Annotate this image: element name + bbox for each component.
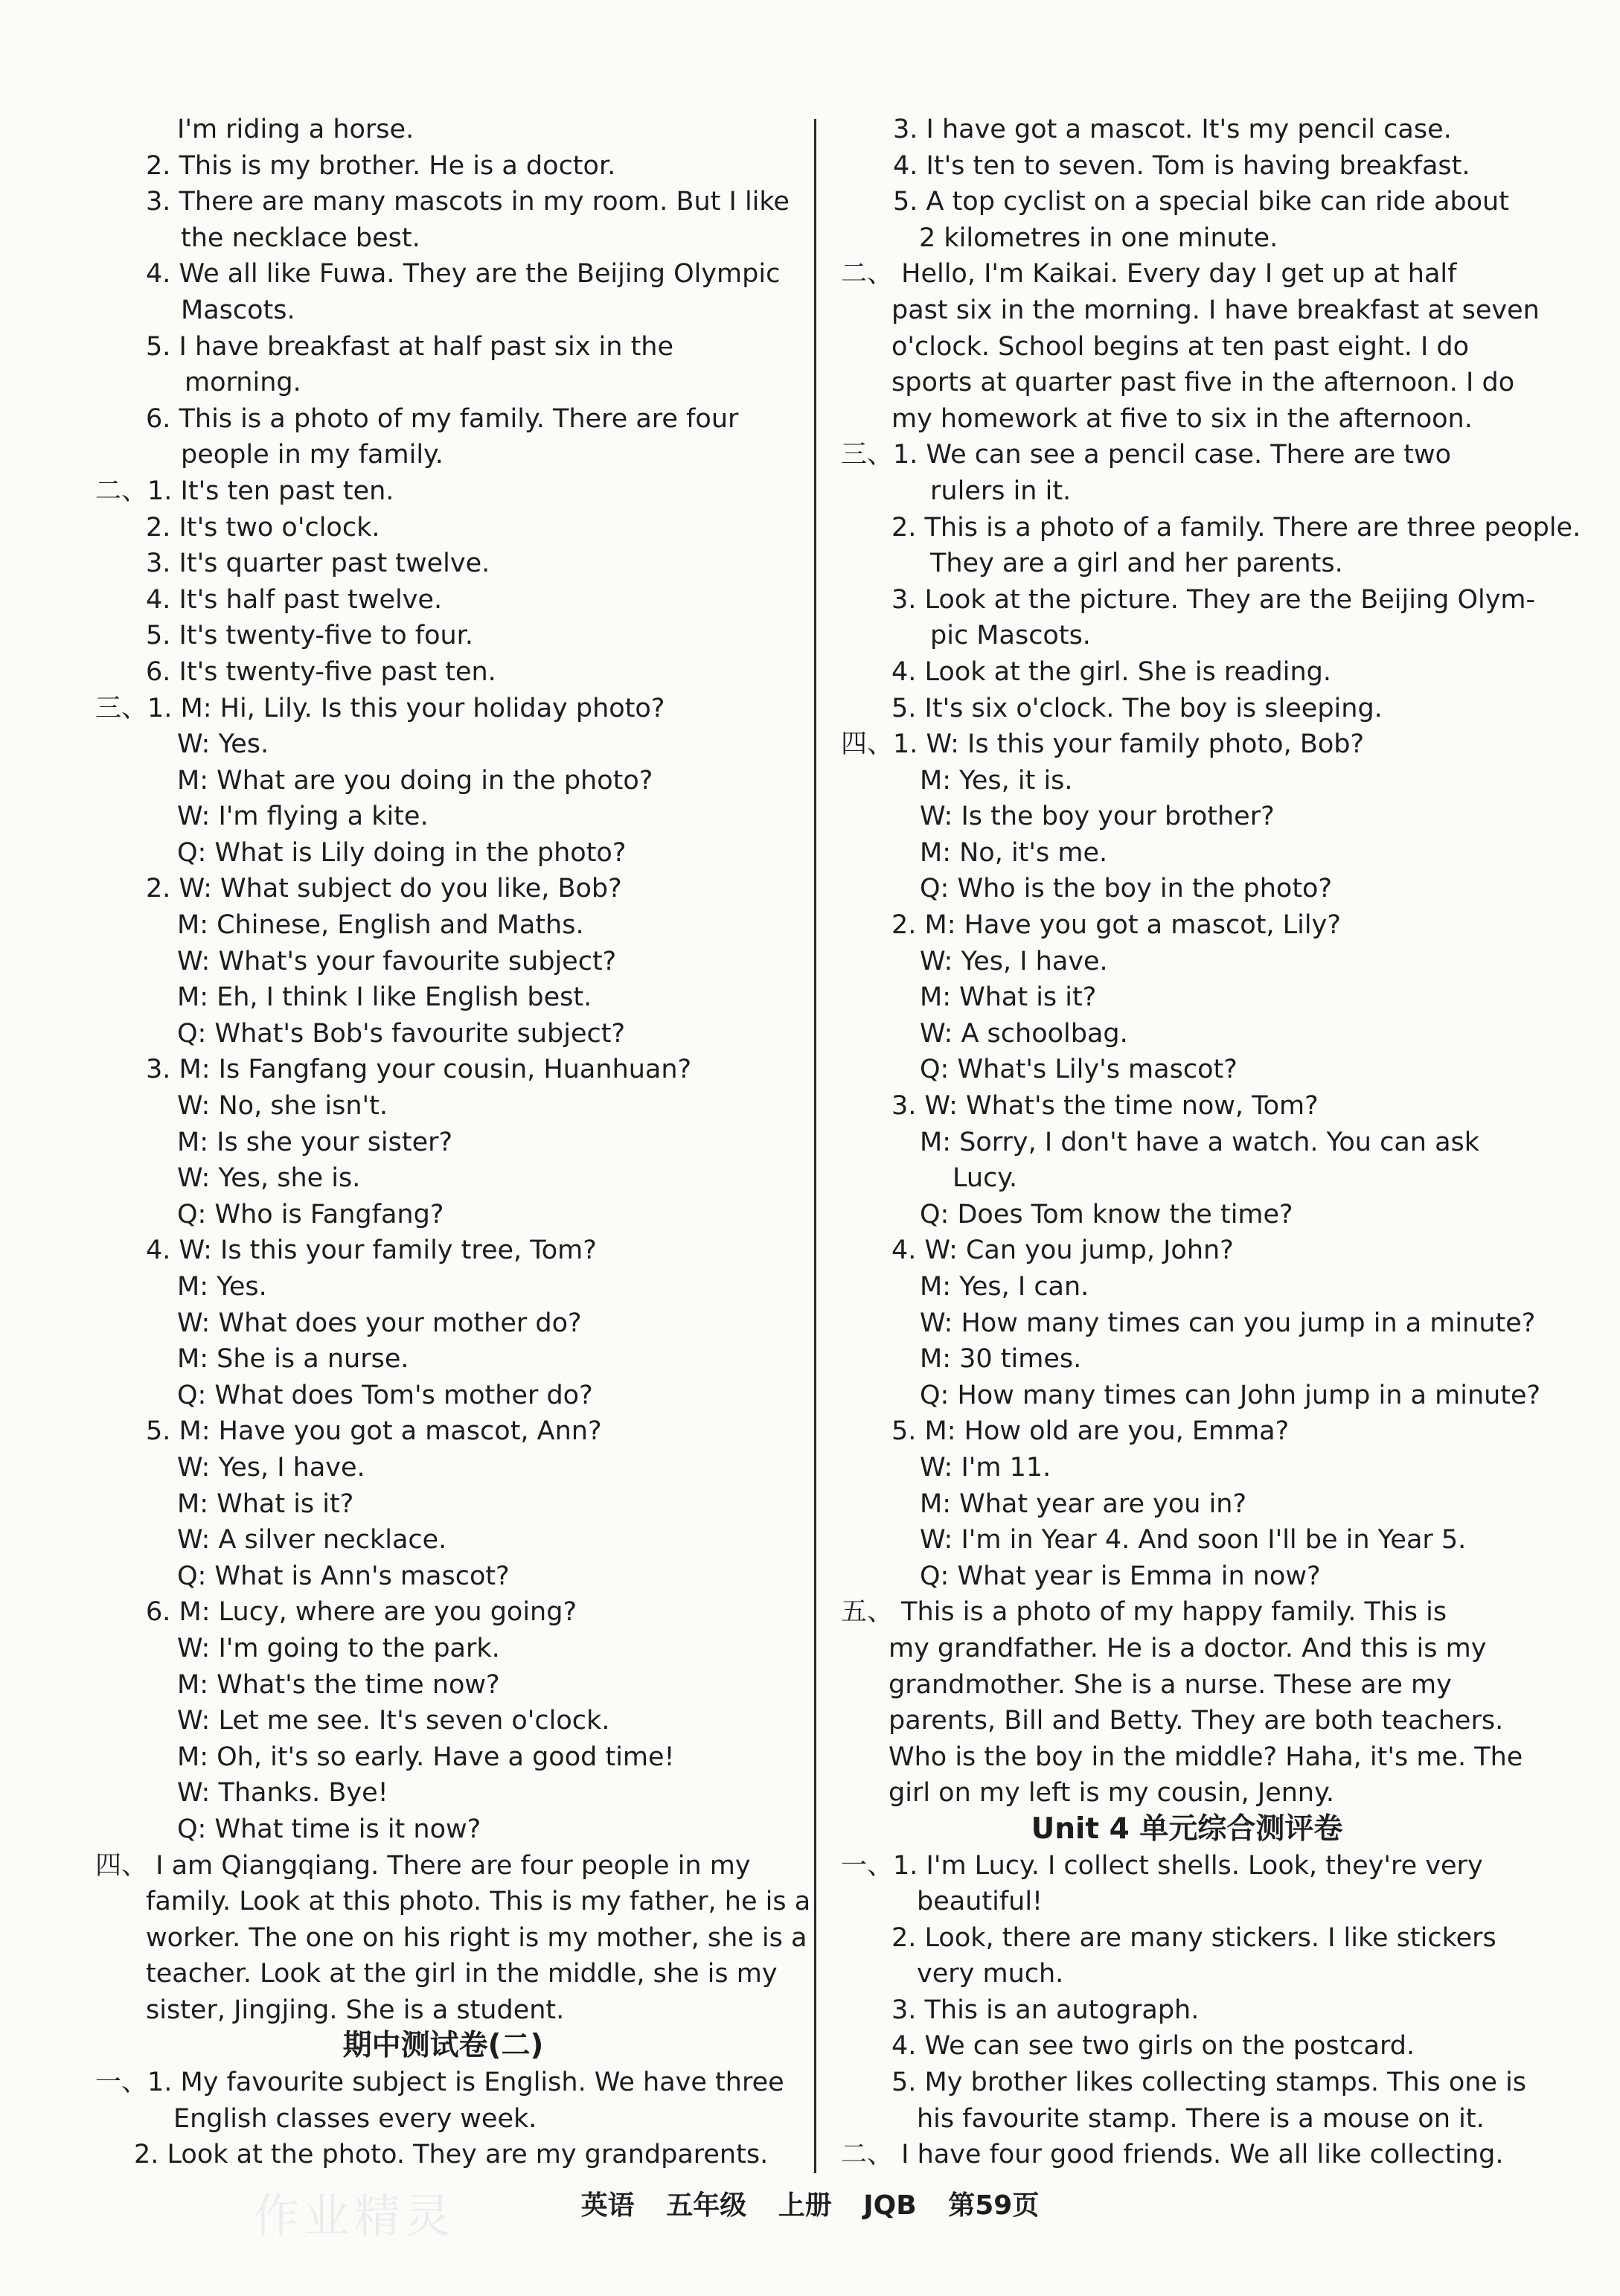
left-column	[95, 112, 811, 2173]
text-line: 5. I have breakfast at half past six in the	[146, 331, 674, 362]
text-line: M: 30 times.	[920, 1344, 1082, 1375]
text-line: 4. It's half past twelve.	[146, 584, 443, 615]
text-line: my homework at five to six in the afternoon.	[891, 403, 1473, 434]
text-line: W: Is the boy your brother?	[920, 802, 1275, 832]
text-line: 二、 Hello, I'm Kaikai. Every day I get up at half	[841, 259, 1457, 290]
text-line: W: Let me see. It's seven o'clock.	[177, 1706, 610, 1736]
text-line: M: No, it's me.	[920, 837, 1108, 868]
column-divider	[814, 119, 816, 2173]
text-line: 2. W: What subject do you like, Bob?	[146, 874, 622, 904]
text-line: 3. I have got a mascot. It's my pencil case.	[893, 115, 1452, 144]
text-line: W: Yes, I have.	[920, 946, 1108, 976]
text-line: M: What's the time now?	[177, 1669, 500, 1700]
text-line: 2. It's two o'clock.	[146, 512, 380, 543]
text-line: 4. Look at the girl. She is reading.	[891, 656, 1332, 687]
text-line: sister, Jingjing. She is a student.	[146, 1995, 565, 2025]
text-line: Q: Does Tom know the time?	[920, 1199, 1293, 1229]
text-line: 6. It's twenty-five past ten.	[146, 656, 496, 687]
text-line: M: What is it?	[177, 1488, 354, 1519]
section-title: Unit 4 单元综合测评卷	[1031, 1811, 1343, 1846]
text-line: Q: What is Ann's mascot?	[177, 1561, 510, 1591]
text-line: 5. It's six o'clock. The boy is sleeping.	[891, 693, 1383, 723]
text-line: 二、 I have four good friends. We all like collecting.	[841, 2140, 1504, 2170]
text-line: W: A schoolbag.	[920, 1018, 1128, 1049]
text-line: 2. This is a photo of a family. There are three people.	[891, 512, 1581, 543]
text-line: Who is the boy in the middle? Haha, it's me. The	[889, 1742, 1523, 1772]
text-line: family. Look at this photo. This is my father, he is a	[146, 1887, 811, 1917]
text-line: Q: Who is the boy in the photo?	[920, 874, 1333, 904]
text-line: 3. This is an autograph.	[891, 1995, 1200, 2025]
text-line: past six in the morning. I have breakfast at seven	[891, 295, 1540, 325]
text-line: W: What's your favourite subject?	[177, 946, 617, 976]
text-line: the necklace best.	[181, 223, 420, 253]
text-line: M: Yes.	[177, 1272, 267, 1302]
text-line: very much.	[917, 1959, 1064, 1989]
section-title: 期中测试卷(二)	[342, 2029, 544, 2063]
text-line: teacher. Look at the girl in the middle, she is my	[146, 1959, 778, 1989]
text-line: girl on my left is my cousin, Jenny.	[889, 1778, 1334, 1809]
text-line: W: What does your mother do?	[177, 1308, 582, 1338]
text-line: parents, Bill and Betty. They are both teachers.	[889, 1706, 1504, 1736]
text-line: my grandfather. He is a doctor. And this is my	[889, 1633, 1487, 1663]
text-line: 3. There are many mascots in my room. But I like	[146, 187, 790, 217]
text-line: 4. We can see two girls on the postcard.	[891, 2031, 1415, 2062]
text-line: 4. W: Is this your family tree, Tom?	[146, 1235, 597, 1266]
text-line: Q: What time is it now?	[177, 1814, 481, 1844]
text-line: M: Sorry, I don't have a watch. You can ask	[920, 1127, 1480, 1157]
text-line: M: She is a nurse.	[177, 1344, 409, 1375]
text-line: M: Oh, it's so early. Have a good time!	[177, 1742, 675, 1772]
text-line: M: Chinese, English and Maths.	[177, 910, 584, 941]
text-line: Q: How many times can John jump in a minute?	[920, 1380, 1541, 1410]
watermark: 作业精灵	[253, 2189, 456, 2243]
text-line: 三、1. We can see a pencil case. There are two	[841, 440, 1452, 470]
text-line: 一、1. I'm Lucy. I collect shells. Look, they're very	[841, 1850, 1483, 1881]
text-line: W: I'm flying a kite.	[177, 802, 429, 832]
text-line: 4. It's ten to seven. Tom is having breakfast.	[893, 150, 1470, 181]
text-line: 四、1. W: Is this your family photo, Bob?	[841, 729, 1365, 760]
text-line: W: I'm 11.	[920, 1452, 1051, 1483]
text-line: pic Mascots.	[930, 621, 1091, 651]
text-line: W: Thanks. Bye!	[177, 1778, 388, 1809]
text-line: W: I'm going to the park.	[177, 1633, 500, 1663]
text-line: Q: What does Tom's mother do?	[177, 1380, 593, 1410]
text-line: 3. M: Is Fangfang your cousin, Huanhuan?	[146, 1055, 692, 1085]
page-footer: 英语 五年级 上册 JQB 第59页	[580, 2190, 1040, 2221]
text-line: worker. The one on his right is my mother, she is a	[146, 1922, 807, 1953]
text-line: 5. It's twenty-five to four.	[146, 621, 473, 651]
text-line: Q: What's Bob's favourite subject?	[177, 1018, 626, 1049]
text-line: 3. It's quarter past twelve.	[146, 549, 490, 579]
text-line: Q: What year is Emma in now?	[920, 1561, 1321, 1591]
text-line: I'm riding a horse.	[177, 115, 414, 144]
text-line: 5. M: How old are you, Emma?	[891, 1416, 1290, 1447]
text-line: 5. A top cyclist on a special bike can ride about	[893, 187, 1509, 217]
text-line: M: What are you doing in the photo?	[177, 765, 653, 796]
text-line: W: Yes, I have.	[177, 1452, 365, 1483]
text-line: 6. M: Lucy, where are you going?	[146, 1597, 577, 1628]
text-line: beautiful!	[917, 1887, 1043, 1917]
right-column	[841, 112, 1581, 2173]
text-line: They are a girl and her parents.	[930, 549, 1343, 579]
text-line: people in my family.	[181, 440, 444, 470]
text-line: 五、 This is a photo of my happy family. This is	[841, 1597, 1447, 1628]
text-line: 4. We all like Fuwa. They are the Beijing Olympic	[146, 259, 781, 290]
text-line: W: Yes.	[177, 729, 269, 760]
text-line: 2. Look, there are many stickers. I like stickers	[891, 1922, 1496, 1953]
text-line: o'clock. School begins at ten past eight. I do	[891, 331, 1470, 362]
text-line: 三、1. M: Hi, Lily. Is this your holiday photo?	[95, 693, 665, 723]
text-line: rulers in it.	[930, 476, 1072, 506]
text-line: M: Yes, it is.	[920, 765, 1073, 796]
text-line: 2. This is my brother. He is a doctor.	[146, 150, 616, 181]
text-line: M: What year are you in?	[920, 1488, 1247, 1519]
text-line: Q: What is Lily doing in the photo?	[177, 837, 627, 868]
text-line: 二、1. It's ten past ten.	[95, 476, 394, 506]
text-line: M: Eh, I think I like English best.	[177, 982, 592, 1013]
text-line: 四、 I am Qiangqiang. There are four people in my	[95, 1850, 751, 1881]
text-line: sports at quarter past five in the afternoon. I do	[891, 368, 1515, 398]
text-line: M: Is she your sister?	[177, 1127, 453, 1157]
text-line: W: A silver necklace.	[177, 1525, 447, 1555]
text-line: morning.	[185, 368, 301, 398]
text-line: Q: Who is Fangfang?	[177, 1199, 444, 1229]
text-line: 2. M: Have you got a mascot, Lily?	[891, 910, 1341, 941]
text-line: W: How many times can you jump in a minute?	[920, 1308, 1536, 1338]
text-line: 5. M: Have you got a mascot, Ann?	[146, 1416, 602, 1447]
text-line: M: What is it?	[920, 982, 1097, 1013]
text-line: 3. W: What's the time now, Tom?	[891, 1091, 1319, 1122]
text-line: W: No, she isn't.	[177, 1091, 388, 1122]
text-line: English classes every week.	[173, 2103, 537, 2134]
text-line: 一、1. My favourite subject is English. We have three	[95, 2068, 784, 2098]
text-line: 4. W: Can you jump, John?	[891, 1235, 1234, 1266]
text-line: 2. Look at the photo. They are my grandparents.	[134, 2140, 769, 2170]
text-line: his favourite stamp. There is a mouse on it.	[917, 2103, 1485, 2134]
text-line: W: Yes, she is.	[177, 1163, 361, 1194]
text-line: Lucy.	[953, 1163, 1018, 1194]
text-line: 3. Look at the picture. They are the Beijing Olym-	[891, 584, 1536, 615]
text-line: M: Yes, I can.	[920, 1272, 1089, 1302]
text-line: grandmother. She is a nurse. These are my	[889, 1669, 1452, 1700]
text-line: 6. This is a photo of my family. There are four	[146, 403, 739, 434]
text-line: Mascots.	[181, 295, 295, 325]
text-line: Q: What's Lily's mascot?	[920, 1055, 1238, 1085]
text-line: 2 kilometres in one minute.	[919, 223, 1278, 253]
text-line: 5. My brother likes collecting stamps. This one is	[891, 2068, 1527, 2098]
text-line: W: I'm in Year 4. And soon I'll be in Year 5.	[920, 1525, 1467, 1555]
